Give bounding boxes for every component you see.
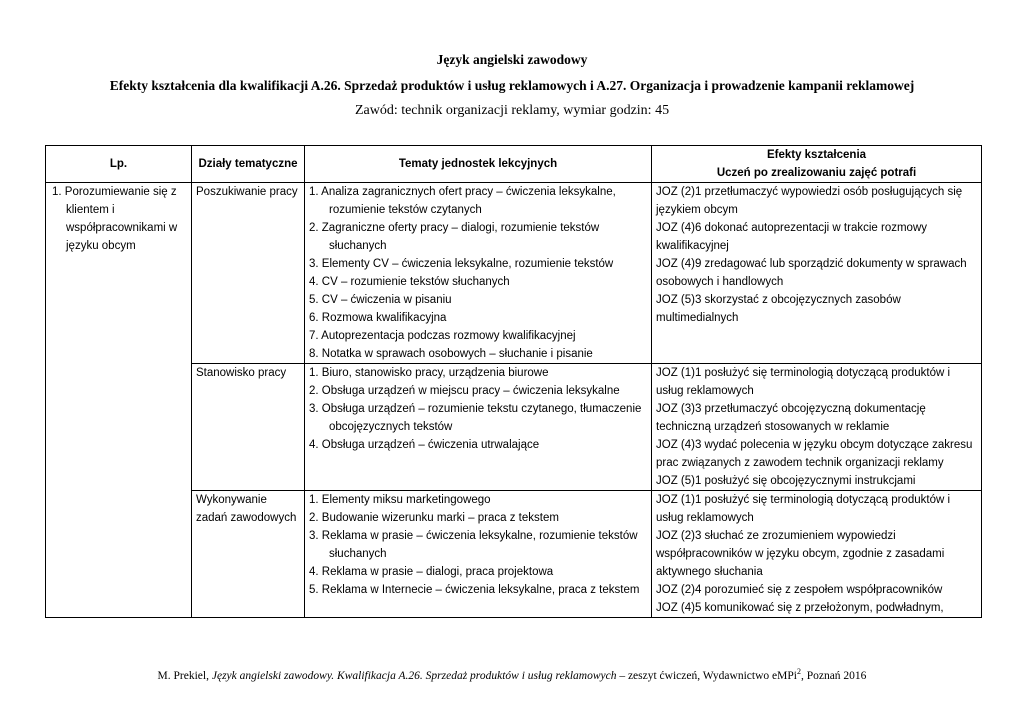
dzial-cell: Stanowisko pracy (192, 364, 305, 491)
temat-item: 4. Obsługa urządzeń – ćwiczenia utrwalające (309, 439, 540, 451)
efekt-item: JOZ (1)1 posłużyć się terminologią dotyczącą produktów i usług reklamowych (656, 494, 951, 524)
efekty-cell (652, 364, 982, 491)
efekty-cell (652, 491, 982, 618)
footer-author: M. Prekiel, (157, 669, 212, 682)
efekty-cell (652, 183, 982, 364)
efekt-item: JOZ (1)1 posłużyć się terminologią dotyczącą produktów i usług reklamowych (656, 367, 951, 397)
header-efekty-line2: Uczeń po zrealizowaniu zajęć potrafi (716, 167, 917, 179)
table-row (46, 183, 982, 364)
header-efekty (652, 146, 982, 183)
profession-line: Zawód: technik organizacji reklamy, wymiar godzin: 45 (354, 103, 670, 118)
efekt-item: JOZ (5)1 posłużyć się obcojęzycznymi instrukcjami (656, 475, 916, 487)
efekt-item: JOZ (4)5 komunikować się z przełożonym, podwładnym, (656, 602, 944, 614)
curriculum-table (45, 145, 982, 618)
footer-citation (0, 667, 1024, 682)
tematy-cell (305, 491, 652, 618)
document-subtitle: Efekty kształcenia dla kwalifikacji A.26. Sprzedaż produktów i usług reklamowych i A.27. Organizacja i prowadzenie kampanii reklamowej (109, 78, 915, 93)
temat-item: 3. Obsługa urządzeń – rozumienie tekstu czytanego, tłumaczenie obcojęzycznych tekstów (309, 403, 642, 433)
tematy-cell (305, 183, 652, 364)
category-cell: 1. Porozumiewanie się z klientem i współpracownikami w języku obcym (46, 183, 192, 618)
efekt-item: JOZ (4)3 wydać polecenia w języku obcym dotyczące zakresu prac związanych z zawodem technik organizacji reklamy (656, 439, 973, 469)
table-header-row (46, 146, 982, 183)
footer-superscript: 2 (796, 667, 801, 676)
temat-item: 3. Elementy CV – ćwiczenia leksykalne, rozumienie tekstów (309, 258, 614, 270)
footer-publisher: – zeszyt ćwiczeń, Wydawnictwo eMPi (616, 669, 797, 682)
temat-item: 2. Budowanie wizerunku marki – praca z tekstem (309, 512, 559, 524)
table-body (46, 183, 982, 618)
temat-item: 1. Biuro, stanowisko pracy, urządzenia biurowe (309, 367, 549, 379)
efekt-item: JOZ (4)6 dokonać autoprezentacji w trakcie rozmowy kwalifikacyjnej (656, 222, 927, 252)
efekt-item: JOZ (2)1 przetłumaczyć wypowiedzi osób posługujących się językiem obcym (656, 186, 963, 216)
footer-place: , Poznań 2016 (800, 669, 867, 682)
header-tematy: Tematy jednostek lekcyjnych (305, 146, 652, 183)
header-lp: Lp. (46, 146, 192, 183)
temat-item: 3. Reklama w prasie – ćwiczenia leksykalne, rozumienie tekstów słuchanych (309, 530, 638, 560)
temat-item: 2. Zagraniczne oferty pracy – dialogi, rozumienie tekstów słuchanych (309, 222, 600, 252)
efekt-item: JOZ (3)3 przetłumaczyć obcojęzyczną dokumentację techniczną urządzeń stosowanych w reklamie (656, 403, 926, 433)
temat-item: 4. Reklama w prasie – dialogi, praca projektowa (309, 566, 554, 578)
temat-item: 7. Autoprezentacja podczas rozmowy kwalifikacyjnej (309, 330, 576, 342)
temat-item: 1. Elementy miksu marketingowego (309, 494, 491, 506)
dzial-cell: Wykonywanie zadań zawodowych (192, 491, 305, 618)
efekt-item: JOZ (5)3 skorzystać z obcojęzycznych zasobów multimedialnych (656, 294, 901, 324)
header-dzialy: Działy tematyczne (192, 146, 305, 183)
header-efekty-line1: Efekty kształcenia (766, 149, 867, 161)
temat-item: 6. Rozmowa kwalifikacyjna (309, 312, 447, 324)
efekt-item: JOZ (2)3 słuchać ze zrozumieniem wypowiedzi współpracowników w języku obcym, zgodnie z zasadami aktywnego słuchania (656, 530, 945, 578)
efekt-item: JOZ (2)4 porozumieć się z zespołem współpracowników (656, 584, 943, 596)
dzial-cell: Poszukiwanie pracy (192, 183, 305, 364)
temat-item: 5. Reklama w Internecie – ćwiczenia leksykalne, praca z tekstem (309, 584, 640, 596)
temat-item: 2. Obsługa urządzeń w miejscu pracy – ćwiczenia leksykalne (309, 385, 620, 397)
efekt-item: JOZ (4)9 zredagować lub sporządzić dokumenty w sprawach osobowych i handlowych (656, 258, 967, 288)
tematy-cell (305, 364, 652, 491)
temat-item: 1. Analiza zagranicznych ofert pracy – ćwiczenia leksykalne, rozumienie tekstów czytanych (309, 186, 616, 216)
temat-item: 8. Notatka w sprawach osobowych – słuchanie i pisanie (309, 348, 593, 360)
temat-item: 5. CV – ćwiczenia w pisaniu (309, 294, 452, 306)
document-title: Język angielski zawodowy (436, 52, 588, 67)
footer-book-title: Język angielski zawodowy. Kwalifikacja A.26. Sprzedaż produktów i usług reklamowych (211, 669, 617, 682)
temat-item: 4. CV – rozumienie tekstów słuchanych (309, 276, 510, 288)
